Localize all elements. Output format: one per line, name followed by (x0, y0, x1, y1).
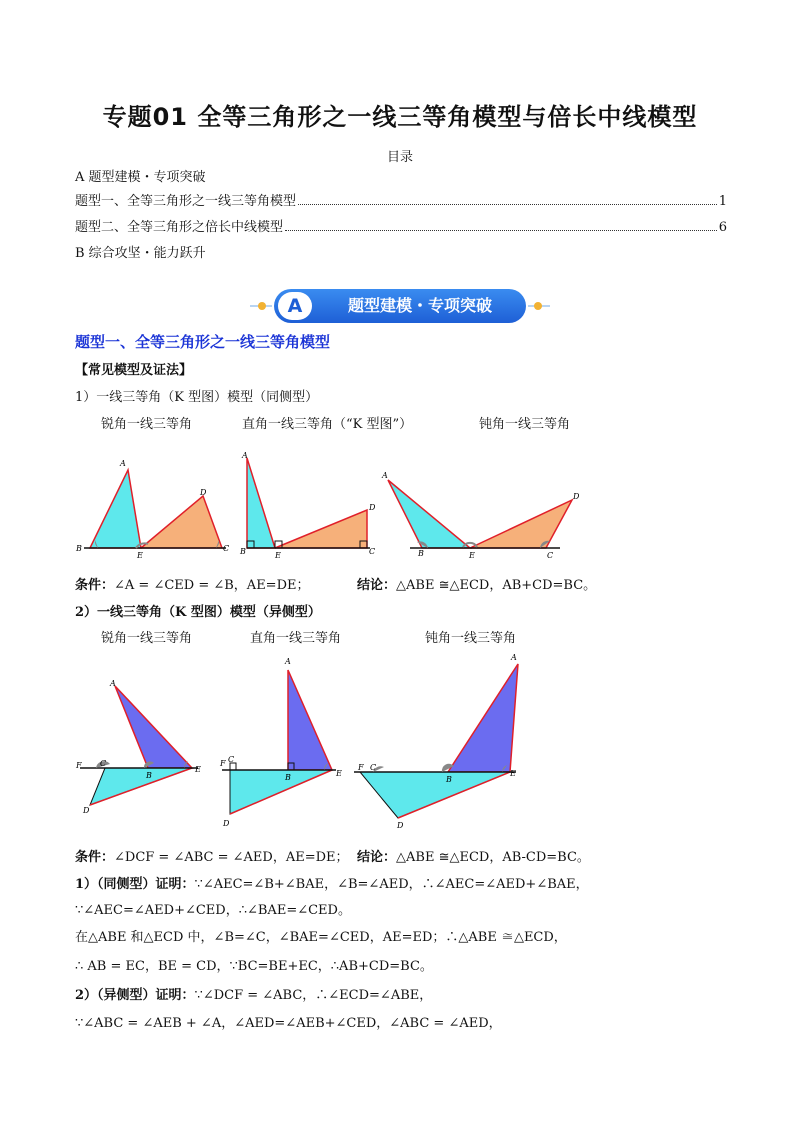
toc-item-2[interactable] (75, 216, 727, 235)
svg-text:E: E (469, 551, 475, 560)
banner-dot-left (258, 302, 266, 310)
svg-text:D: D (223, 819, 230, 828)
banner-text: 题型建模・专项突破 (347, 296, 492, 315)
svg-text:D: D (397, 821, 404, 830)
figures-same-side (70, 450, 590, 560)
svg-text:E: E (137, 551, 143, 560)
toc-part-b[interactable]: B 综合攻坚・能力跃升 (75, 246, 206, 261)
item2-heading: 2）一线三等角（K 型图）模型（异侧型） (75, 605, 321, 620)
svg-text:B: B (285, 773, 291, 782)
toc-leader-dots (298, 204, 717, 205)
svg-text:B: B (240, 547, 246, 556)
page-title: 专题01 全等三角形之一线三等角模型与倍长中线模型 (102, 103, 698, 131)
caption-acute-1: 锐角一线三等角 (101, 417, 193, 432)
figure-obtuse-opposite-side (354, 653, 518, 830)
conclusion-2 (357, 846, 590, 865)
svg-text:A: A (120, 459, 126, 468)
svg-text:C: C (100, 759, 107, 768)
toc-item-label: 题型一、全等三角形之一线三等角模型 (75, 194, 297, 209)
proof1-line2: ∵∠AEC=∠AED+∠CED，∴∠BAE=∠CED。 (75, 903, 351, 918)
svg-text:C: C (228, 755, 235, 764)
proof-text: ∵∠AEC=∠B+∠BAE，∠B=∠AED，∴∠AEC=∠AED+∠BAE， (194, 877, 589, 892)
figures-opposite-side (70, 650, 540, 830)
figure-acute-same-side (75, 459, 229, 560)
section-heading: 题型一、全等三角形之一线三等角模型 (75, 333, 331, 351)
svg-text:C: C (223, 544, 230, 553)
subheading: 【常见模型及证法】 (75, 363, 193, 378)
proof1-line1 (75, 873, 589, 892)
svg-text:F: F (358, 763, 364, 772)
svg-text:B: B (446, 775, 452, 784)
svg-text:D: D (573, 492, 580, 501)
svg-text:C: C (547, 551, 554, 560)
proof2-line1 (75, 984, 432, 1003)
svg-text:F: F (220, 759, 226, 768)
figure-right-same-side (239, 451, 376, 560)
condition-label: 条件： (75, 578, 115, 593)
caption-obtuse-2: 钝角一线三等角 (425, 631, 517, 646)
svg-text:A: A (110, 679, 116, 688)
svg-text:B: B (76, 544, 82, 553)
proof2-line2: ∵∠ABC = ∠AEB + ∠A，∠AED=∠AEB+∠CED，∠ABC = ∠AED， (75, 1016, 502, 1031)
svg-text:C: C (369, 547, 376, 556)
svg-text:D: D (200, 488, 207, 497)
condition-text: ∠DCF = ∠ABC = ∠AED，AE=DE； (114, 850, 349, 865)
condition-1 (75, 574, 310, 593)
toc-leader-dots (285, 230, 717, 231)
svg-text:E: E (275, 551, 281, 560)
banner-letter: A (287, 295, 303, 317)
svg-text:F: F (76, 761, 82, 770)
caption-acute-2: 锐角一线三等角 (101, 631, 193, 646)
toc-part-a[interactable]: A 题型建模・专项突破 (75, 170, 206, 185)
proof-label: 1）（同侧型）证明： (75, 877, 195, 892)
caption-right-1: 直角一线三等角（“K 型图”） (242, 417, 413, 432)
proof-text: ∵∠DCF = ∠ABC，∴∠ECD=∠ABE， (194, 988, 433, 1003)
toc-heading: 目录 (386, 150, 413, 165)
condition-label: 条件： (75, 850, 115, 865)
proof-label: 2）（异侧型）证明： (75, 988, 195, 1003)
figure-right-opposite-side (219, 657, 342, 828)
svg-text:E: E (195, 765, 201, 774)
svg-text:A: A (242, 451, 248, 460)
proof1-line3: 在△ABE 和△ECD 中，∠B=∠C，∠BAE=∠CED，AE=ED；∴△ABE ≅△ECD， (75, 930, 567, 945)
section-banner (250, 287, 550, 325)
svg-text:D: D (369, 503, 376, 512)
conclusion-text: △ABE ≅△ECD，AB-CD=BC。 (396, 850, 590, 865)
caption-right-2: 直角一线三等角 (250, 631, 342, 646)
svg-text:A: A (285, 657, 291, 666)
proof1-line4: ∴ AB = EC，BE = CD，∵BC=BE+EC，∴AB+CD=BC。 (75, 959, 433, 974)
condition-2 (75, 846, 349, 865)
svg-text:D: D (83, 806, 90, 815)
conclusion-text: △ABE ≅△ECD，AB+CD=BC。 (396, 578, 597, 593)
toc-item-1[interactable] (75, 190, 727, 209)
svg-text:B: B (418, 549, 424, 558)
condition-text: ∠A = ∠CED = ∠B，AE=DE； (114, 578, 310, 593)
svg-text:C: C (370, 763, 377, 772)
conclusion-label: 结论： (357, 850, 397, 865)
banner-dot-right (534, 302, 542, 310)
toc-item-page: 1 (718, 194, 727, 209)
svg-text:B: B (146, 771, 152, 780)
conclusion-label: 结论： (357, 578, 397, 593)
toc-item-label: 题型二、全等三角形之倍长中线模型 (75, 220, 284, 235)
item1-heading: 1）一线三等角（K 型图）模型（同侧型） (75, 390, 319, 405)
figure-acute-opposite-side (75, 679, 201, 815)
svg-text:A: A (511, 653, 517, 662)
svg-text:A: A (382, 471, 388, 480)
svg-text:E: E (336, 769, 342, 778)
conclusion-1 (357, 574, 596, 593)
caption-obtuse-1: 钝角一线三等角 (479, 417, 571, 432)
svg-text:E: E (510, 769, 516, 778)
toc-item-page: 6 (718, 220, 727, 235)
figure-obtuse-same-side (381, 471, 580, 560)
